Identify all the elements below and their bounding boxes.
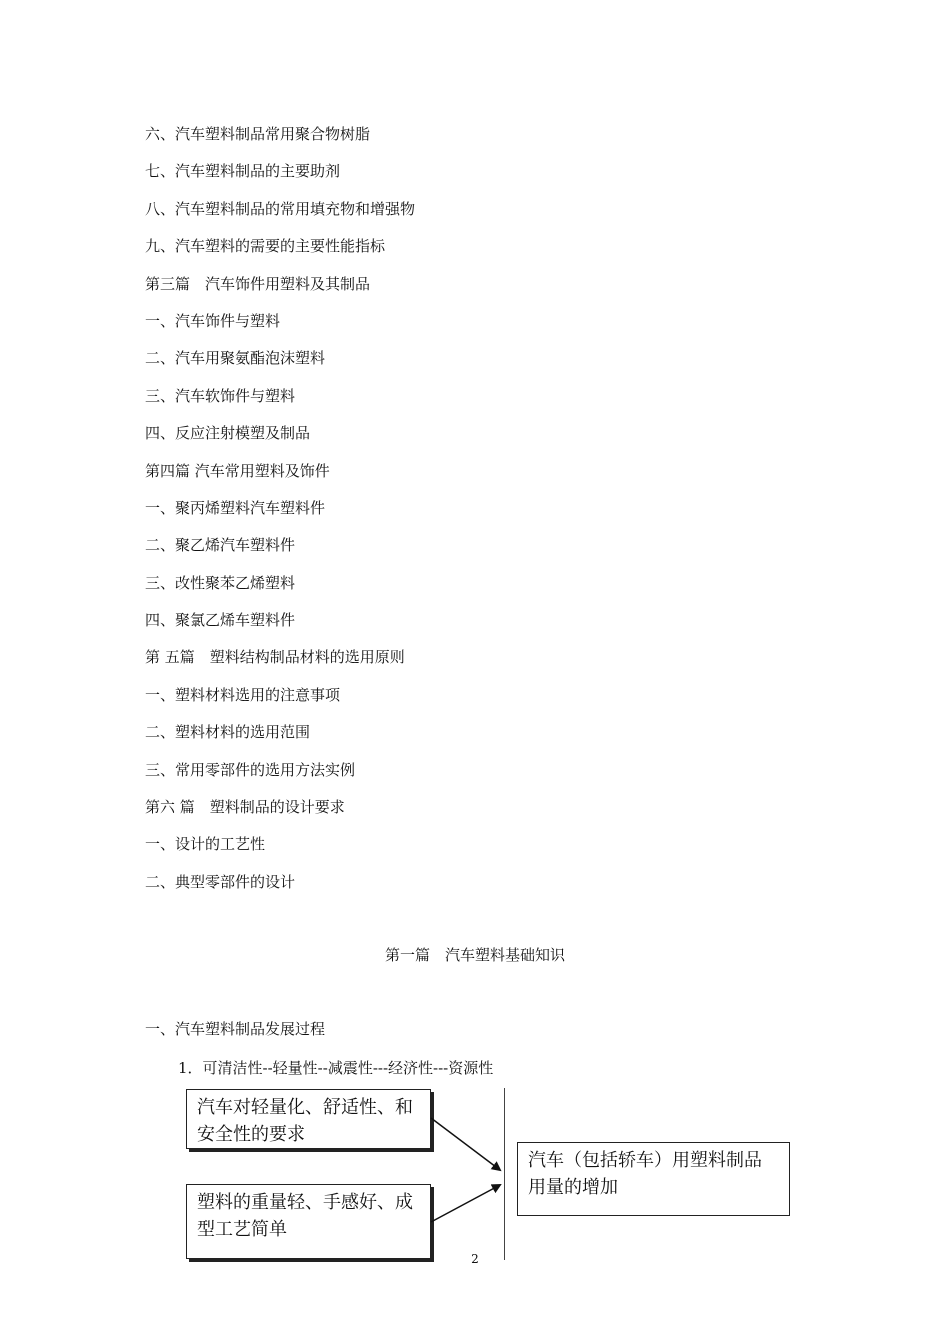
heading: 一、汽车塑料制品发展过程: [145, 1020, 326, 1038]
toc-line: 一、聚丙烯塑料汽车塑料件: [145, 498, 326, 517]
toc-line: 三、常用零部件的选用方法实例: [145, 760, 356, 779]
toc-line: 四、聚氯乙烯车塑料件: [145, 611, 296, 630]
toc-line: 第三篇 汽车饰件用塑料及其制品: [145, 274, 371, 293]
arrow-bottom: [431, 1185, 500, 1222]
page-number: 2: [471, 1252, 479, 1266]
toc-line: 三、改性聚苯乙烯塑料: [145, 573, 296, 592]
toc-line: 第六 篇 塑料制品的设计要求: [145, 798, 345, 817]
arrow-top: [431, 1118, 500, 1170]
toc-line: 六、汽车塑料制品常用聚合物树脂: [145, 125, 371, 143]
toc-line: 第 五篇 塑料结构制品材料的选用原则: [145, 648, 405, 667]
toc-line: 四、反应注射模塑及制品: [145, 424, 311, 443]
toc-line: 第四篇 汽车常用塑料及饰件: [145, 461, 330, 480]
toc-line: 九、汽车塑料的需要的主要性能指标: [145, 237, 386, 256]
subheading: 1．可清洁性--轻量性--减震性---经济性---资源性: [178, 1059, 494, 1077]
toc-line: 二、典型零部件的设计: [145, 872, 296, 891]
toc-line: 一、汽车饰件与塑料: [145, 311, 281, 330]
toc-line: 二、塑料材料的选用范围: [145, 723, 311, 742]
toc-line: 二、汽车用聚氨酯泡沫塑料: [145, 349, 326, 368]
toc-line: 七、汽车塑料制品的主要助剂: [145, 162, 341, 181]
requirement-box: 汽车对轻量化、舒适性、和安全性的要求: [186, 1089, 431, 1149]
toc-line: 三、汽车软饰件与塑料: [145, 386, 296, 405]
toc-line: 八、汽车塑料制品的常用填充物和增强物: [145, 199, 416, 218]
toc-line: 一、设计的工艺性: [145, 835, 266, 854]
plastic-advantages-box: 塑料的重量轻、手感好、成型工艺简单: [186, 1184, 431, 1259]
toc-line: 一、塑料材料选用的注意事项: [145, 685, 341, 704]
section-title: 第一篇 汽车塑料基础知识: [384, 946, 565, 964]
result-box: 汽车（包括轿车）用塑料制品用量的增加: [517, 1142, 790, 1216]
toc-line: 二、聚乙烯汽车塑料件: [145, 536, 296, 555]
